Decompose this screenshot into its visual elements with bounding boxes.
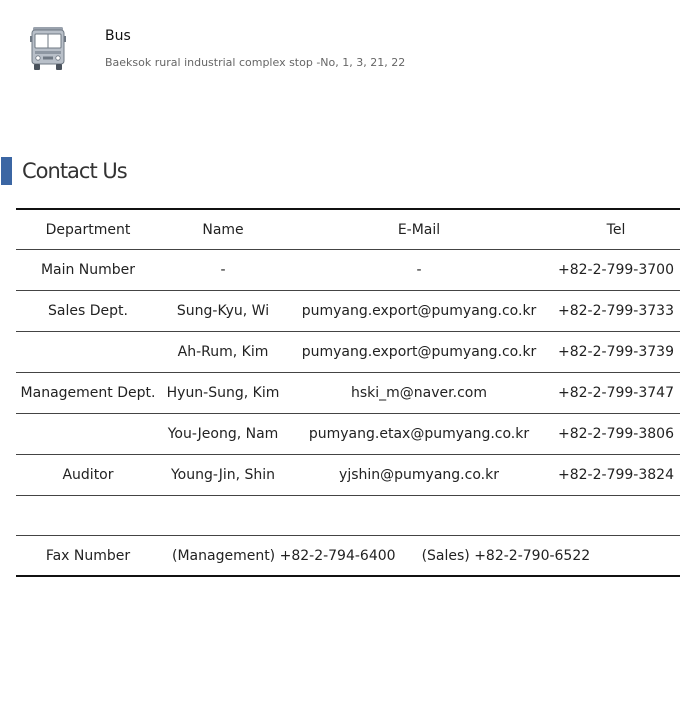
name-cell: Hyun-Sung, Kim bbox=[160, 373, 286, 414]
table-spacer-row bbox=[16, 496, 680, 536]
department-cell: Main Number bbox=[16, 250, 160, 291]
email-link[interactable]: pumyang.etax@pumyang.co.kr bbox=[286, 414, 552, 455]
transport-bus-section bbox=[30, 26, 670, 76]
department-cell bbox=[16, 414, 160, 455]
fax-sales: (Sales) +82-2-790-6522 bbox=[421, 547, 591, 564]
name-cell: Ah-Rum, Kim bbox=[160, 332, 286, 373]
tel-cell: +82-2-799-3747 bbox=[552, 373, 680, 414]
tel-cell: +82-2-799-3806 bbox=[552, 414, 680, 455]
email-link[interactable]: pumyang.export@pumyang.co.kr bbox=[286, 291, 552, 332]
contact-heading-text: Contact Us bbox=[22, 159, 127, 183]
contact-heading bbox=[0, 157, 300, 185]
table-row bbox=[16, 250, 680, 291]
fax-row bbox=[16, 536, 680, 577]
department-cell: Sales Dept. bbox=[16, 291, 160, 332]
email-cell: - bbox=[286, 250, 552, 291]
bus-title: Bus bbox=[105, 28, 131, 44]
fax-values bbox=[160, 536, 680, 577]
department-cell bbox=[16, 332, 160, 373]
column-header-email: E-Mail bbox=[286, 209, 552, 250]
column-header-department: Department bbox=[16, 209, 160, 250]
table-row bbox=[16, 373, 680, 414]
table-row bbox=[16, 332, 680, 373]
table-row bbox=[16, 291, 680, 332]
name-cell: Young-Jin, Shin bbox=[160, 455, 286, 496]
table-row bbox=[16, 455, 680, 496]
tel-cell: +82-2-799-3824 bbox=[552, 455, 680, 496]
fax-management: (Management) +82-2-794-6400 bbox=[172, 547, 396, 564]
contact-table bbox=[16, 208, 680, 577]
name-cell: Sung-Kyu, Wi bbox=[160, 291, 286, 332]
tel-cell: +82-2-799-3700 bbox=[552, 250, 680, 291]
column-header-tel: Tel bbox=[552, 209, 680, 250]
table-row bbox=[16, 414, 680, 455]
department-cell: Auditor bbox=[16, 455, 160, 496]
bus-icon bbox=[30, 26, 66, 72]
department-cell: Management Dept. bbox=[16, 373, 160, 414]
email-link[interactable]: hski_m@naver.com bbox=[286, 373, 552, 414]
heading-accent-bar bbox=[1, 157, 12, 185]
name-cell: You-Jeong, Nam bbox=[160, 414, 286, 455]
email-link[interactable]: pumyang.export@pumyang.co.kr bbox=[286, 332, 552, 373]
fax-label: Fax Number bbox=[16, 536, 160, 577]
tel-cell: +82-2-799-3739 bbox=[552, 332, 680, 373]
name-cell: - bbox=[160, 250, 286, 291]
email-link[interactable]: yjshin@pumyang.co.kr bbox=[286, 455, 552, 496]
tel-cell: +82-2-799-3733 bbox=[552, 291, 680, 332]
table-header-row bbox=[16, 209, 680, 250]
column-header-name: Name bbox=[160, 209, 286, 250]
bus-stop-description: Baeksok rural industrial complex stop -No, 1, 3, 21, 22 bbox=[105, 56, 406, 69]
